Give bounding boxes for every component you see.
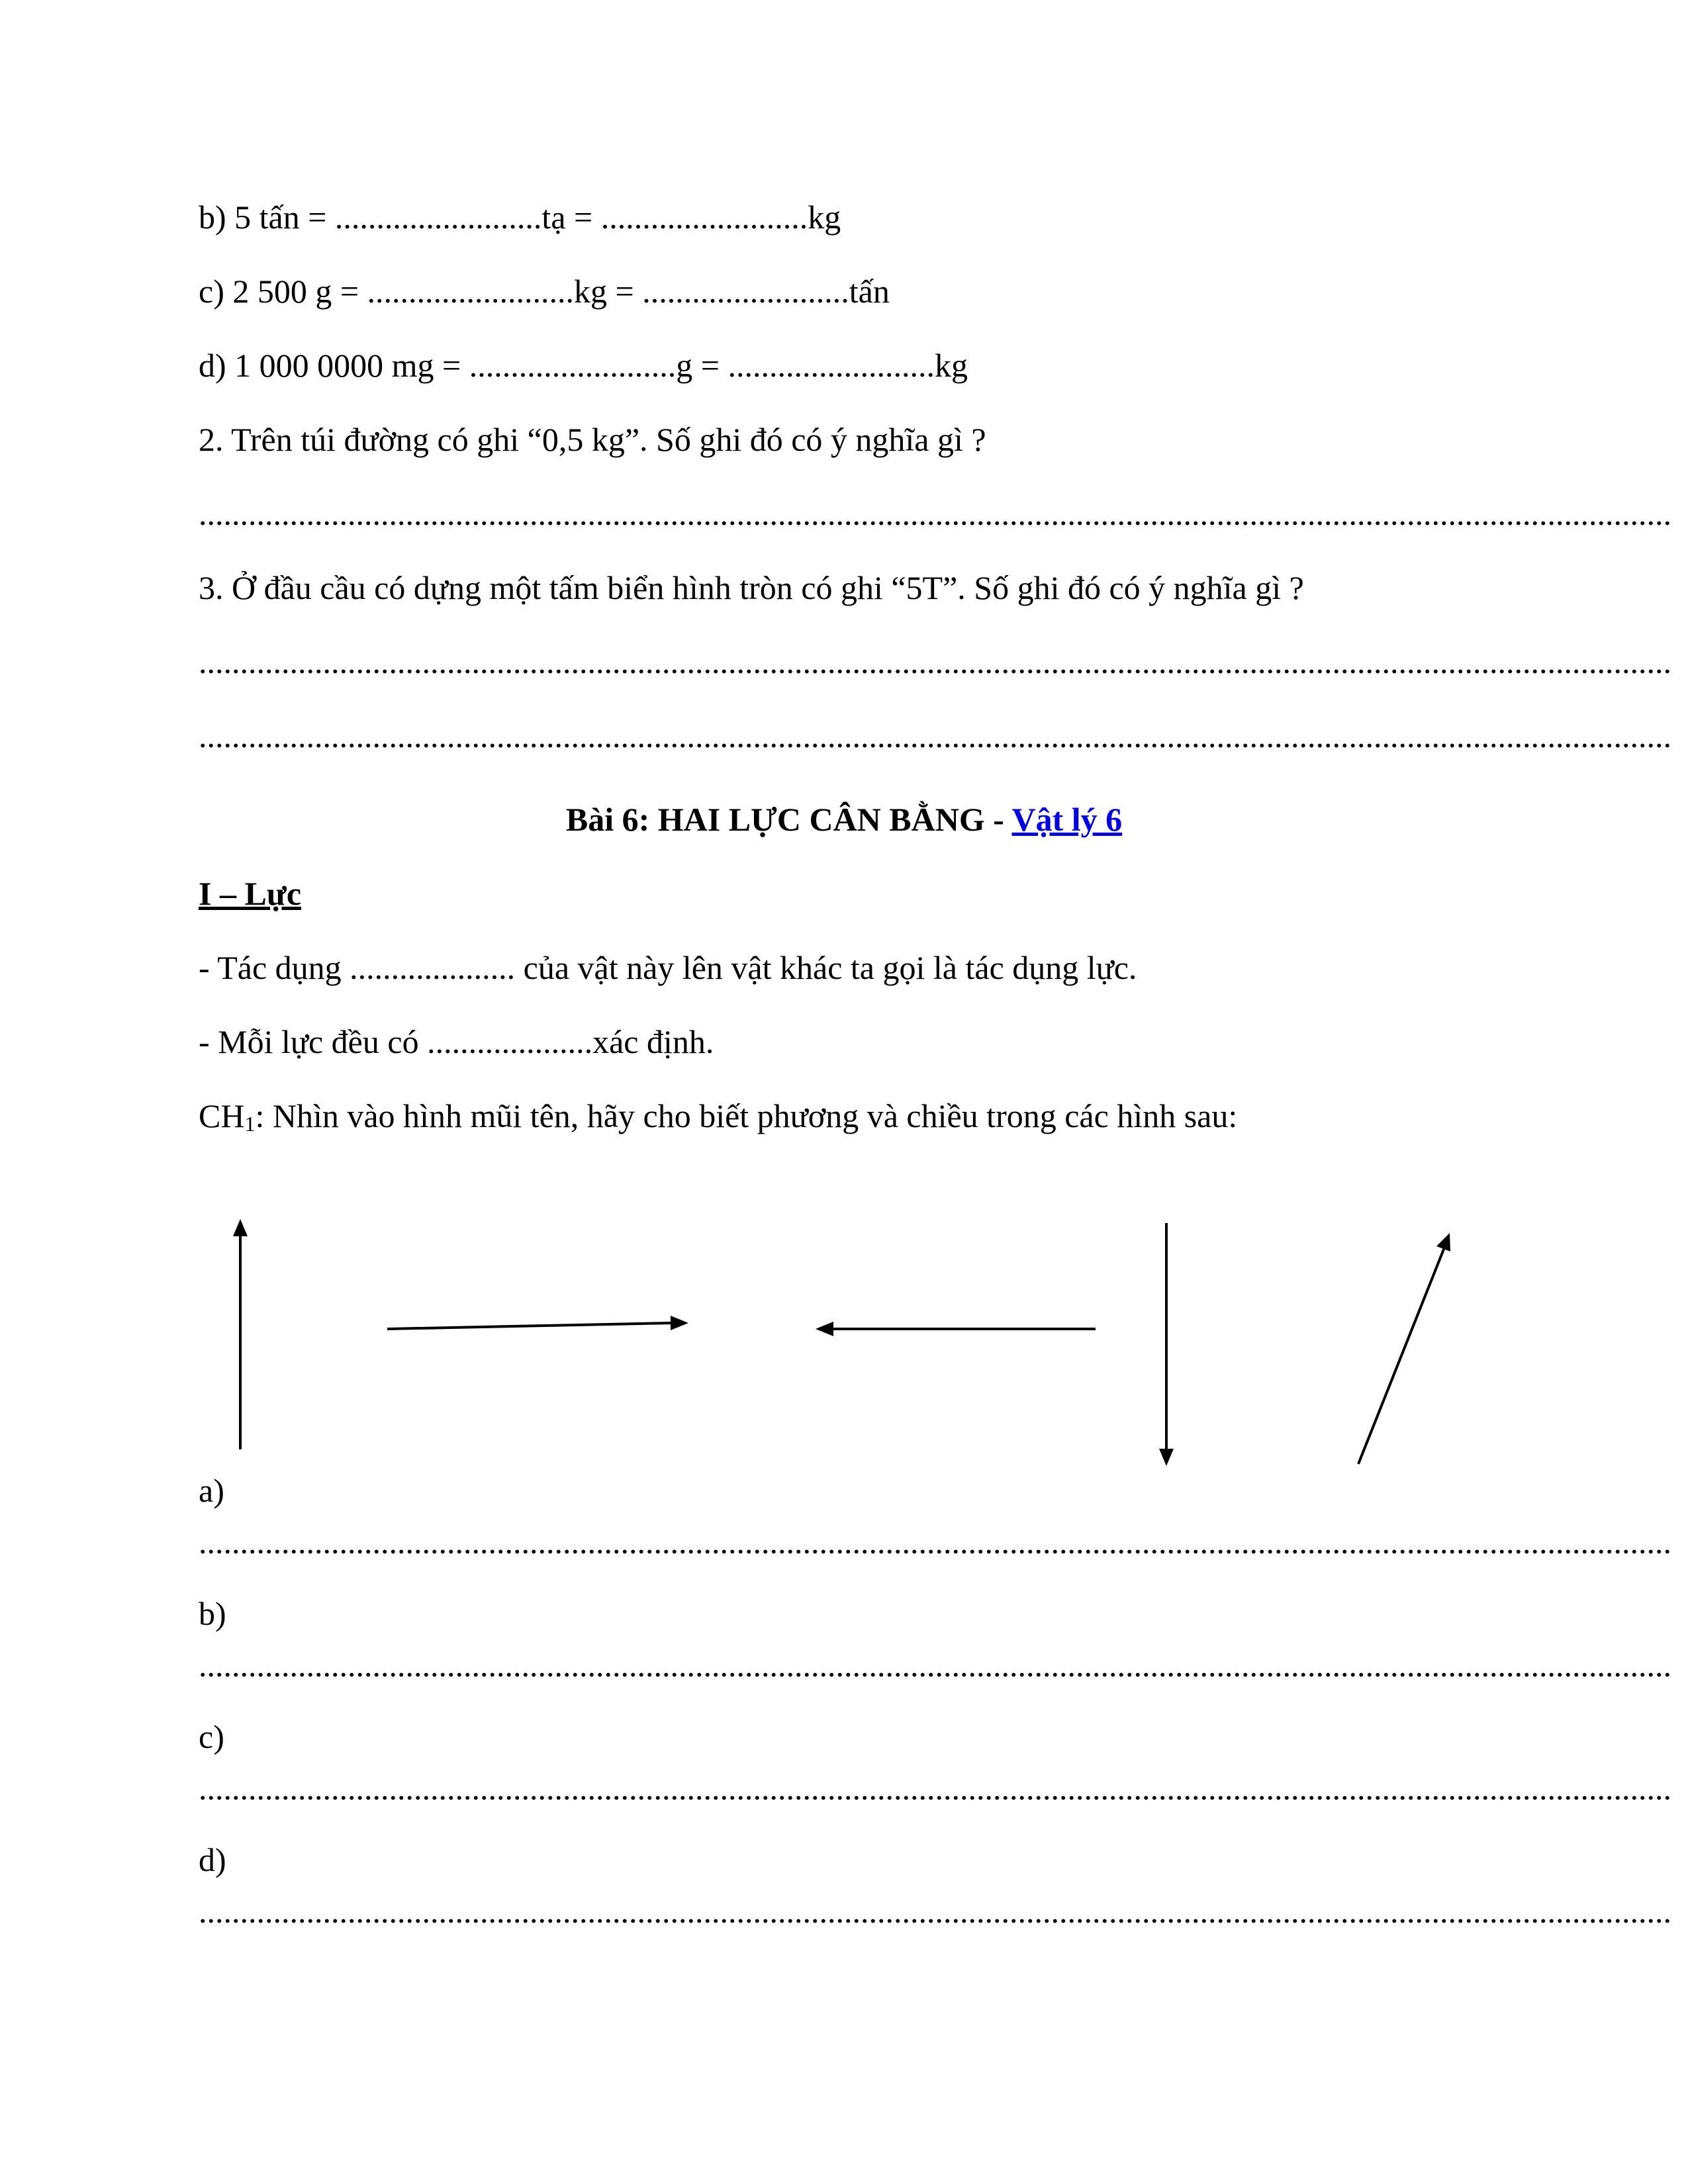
answer-b-label: b): [199, 1595, 226, 1632]
answer-line-q2[interactable]: ..................................................................................................................................................................................: [199, 495, 1671, 532]
exercise-1d: d) 1 000 0000 mg = .........................g = .........................kg: [199, 347, 968, 384]
ch-subscript: 1: [244, 1112, 256, 1136]
ch-text: : Nhìn vào hình mũi tên, hãy cho biết phương và chiều trong các hình sau:: [255, 1097, 1238, 1134]
answer-a-label: a): [199, 1472, 224, 1509]
answer-d-label: d): [199, 1841, 226, 1878]
answer-d-line[interactable]: ..................................................................................................................................................................................: [199, 1893, 1671, 1930]
answer-line-q3-2[interactable]: ..................................................................................................................................................................................: [199, 717, 1671, 754]
fill-in-line-2: - Mỗi lực đều có ....................xác định.: [199, 1023, 714, 1060]
lesson-title-text: Bài 6: HAI LỰC CÂN BẰNG -: [565, 801, 1012, 838]
arrow-down: [1159, 1223, 1174, 1466]
arrow-left: [816, 1322, 1096, 1336]
arrow-up: [233, 1219, 248, 1449]
question-2: 2. Trên túi đường có ghi “0,5 kg”. Số ghi đó có ý nghĩa gì ?: [199, 421, 986, 458]
lesson-link[interactable]: Vật lý 6: [1011, 801, 1123, 838]
arrow-diagonal: [1358, 1233, 1450, 1464]
fill-in-line-1: - Tác dụng .................... của vật này lên vật khác ta gọi là tác dụng lực.: [199, 949, 1137, 986]
question-3: 3. Ở đầu cầu có dựng một tấm biển hình tròn có ghi “5T”. Số ghi đó có ý nghĩa gì ?: [199, 569, 1304, 606]
answer-c-label: c): [199, 1718, 224, 1755]
answer-c-line[interactable]: ..................................................................................................................................................................................: [199, 1770, 1671, 1807]
exercise-1c: c) 2 500 g = .........................kg = .........................tấn: [199, 273, 890, 310]
answer-line-q3-1[interactable]: ..................................................................................................................................................................................: [199, 643, 1671, 680]
answer-b-line[interactable]: ..................................................................................................................................................................................: [199, 1647, 1671, 1684]
answer-a-line[interactable]: ..................................................................................................................................................................................: [199, 1524, 1671, 1561]
ch-prefix: CH: [199, 1097, 245, 1134]
arrow-right: [387, 1316, 688, 1330]
section-heading: I – Lực: [199, 875, 302, 912]
exercise-1b: b) 5 tấn = .........................tạ = .........................kg: [199, 199, 841, 236]
